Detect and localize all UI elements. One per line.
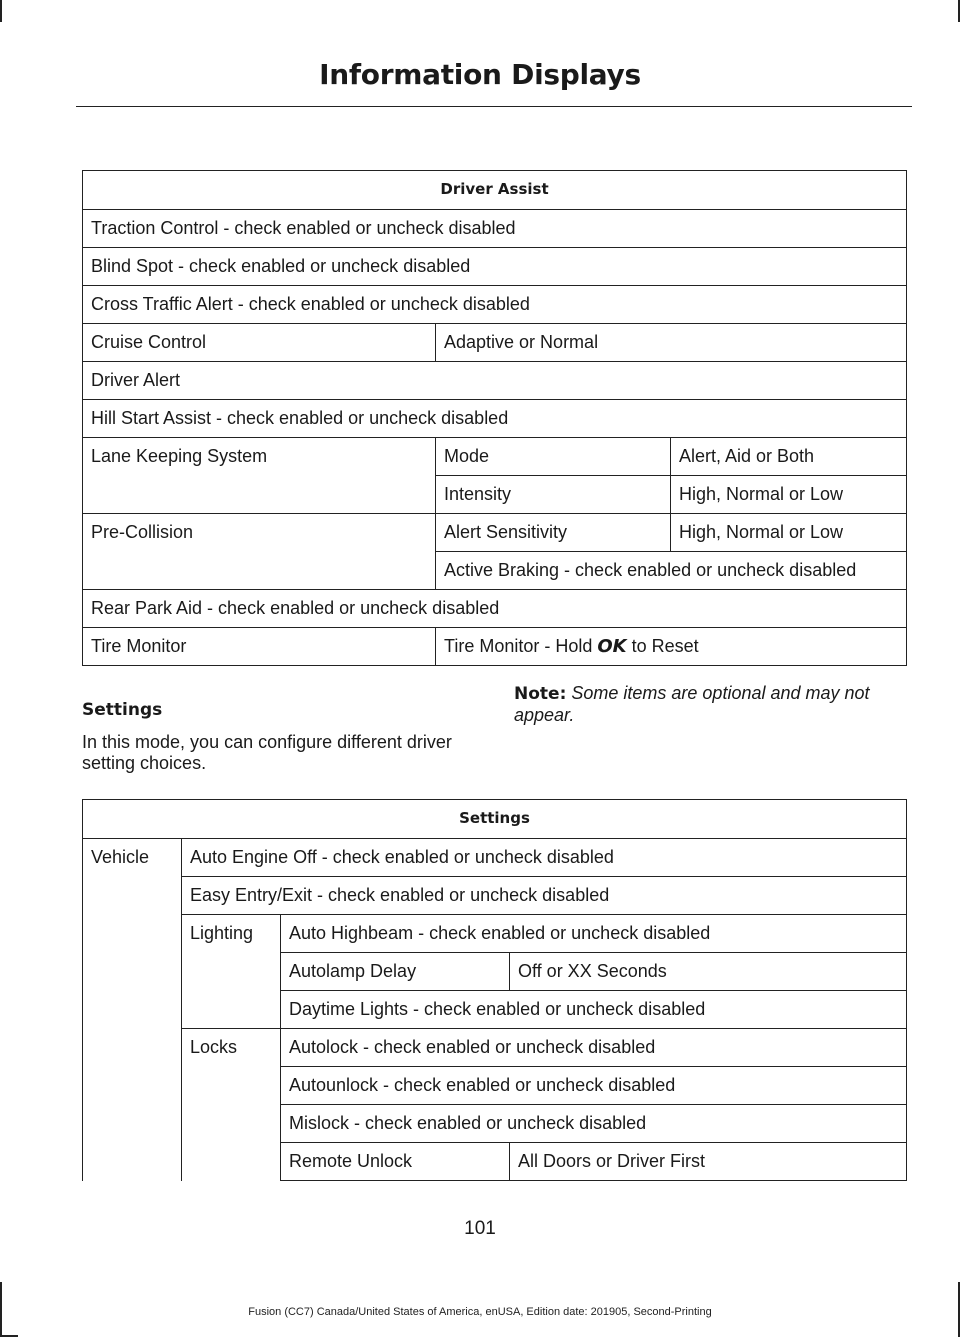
table-cell: Remote Unlock — [281, 1143, 510, 1181]
table-title: Driver Assist — [83, 171, 907, 210]
table-cell: Autounlock - check enabled or uncheck disabled — [281, 1067, 907, 1105]
edition-footer: Fusion (CC7) Canada/United States of America, enUSA, Edition date: 201905, Second-Printing — [248, 1306, 712, 1318]
table-cell: Cruise Control — [83, 324, 436, 362]
table-cell: Adaptive or Normal — [436, 324, 907, 362]
table-cell: Vehicle — [83, 839, 182, 1181]
crop-mark — [0, 0, 2, 22]
settings-intro — [82, 700, 482, 774]
settings-table — [82, 799, 907, 1181]
table-cell: High, Normal or Low — [671, 514, 907, 552]
table-cell — [436, 628, 907, 666]
driver-assist-table — [82, 170, 907, 666]
section-body: In this mode, you can configure different driver setting choices. — [82, 732, 452, 773]
table-row: Driver Alert — [83, 362, 907, 400]
table-cell: Active Braking - check enabled or uncheck disabled — [436, 552, 907, 590]
table-row: Rear Park Aid - check enabled or uncheck disabled — [83, 590, 907, 628]
table-cell: All Doors or Driver First — [510, 1143, 907, 1181]
note-label: Note: — [514, 684, 567, 704]
table-row: Hill Start Assist - check enabled or uncheck disabled — [83, 400, 907, 438]
page-number: 101 — [464, 1218, 496, 1239]
table-cell: Pre-Collision — [83, 514, 436, 590]
section-heading: Settings — [82, 700, 163, 720]
header-divider — [76, 106, 912, 107]
table-cell: Locks — [182, 1029, 281, 1181]
table-cell: Alert Sensitivity — [436, 514, 671, 552]
table-cell: Alert, Aid or Both — [671, 438, 907, 476]
table-title: Settings — [83, 800, 907, 839]
table-cell: Autolamp Delay — [281, 953, 510, 991]
table-row: Cross Traffic Alert - check enabled or uncheck disabled — [83, 286, 907, 324]
tire-monitor-text-end: to Reset — [626, 636, 699, 656]
table-row: Traction Control - check enabled or uncheck disabled — [83, 210, 907, 248]
table-cell: Auto Engine Off - check enabled or uncheck disabled — [182, 839, 907, 877]
ok-button-label: OK — [597, 636, 627, 657]
table-cell: High, Normal or Low — [671, 476, 907, 514]
table-cell: Lane Keeping System — [83, 438, 436, 514]
table-cell: Autolock - check enabled or uncheck disabled — [281, 1029, 907, 1067]
page-title: Information Displays — [319, 58, 641, 91]
table-cell: Mislock - check enabled or uncheck disabled — [281, 1105, 907, 1143]
table-cell: Off or XX Seconds — [510, 953, 907, 991]
table-cell: Daytime Lights - check enabled or uncheck disabled — [281, 991, 907, 1029]
tire-monitor-text: Tire Monitor - Hold — [444, 636, 598, 656]
table-row: Blind Spot - check enabled or uncheck disabled — [83, 248, 907, 286]
table-cell: Mode — [436, 438, 671, 476]
note — [514, 683, 906, 726]
table-cell: Easy Entry/Exit - check enabled or uncheck disabled — [182, 877, 907, 915]
note-text: Some items are optional and may not appear. — [514, 683, 870, 725]
table-cell: Auto Highbeam - check enabled or uncheck disabled — [281, 915, 907, 953]
table-cell: Intensity — [436, 476, 671, 514]
table-cell: Lighting — [182, 915, 281, 1029]
table-cell: Tire Monitor — [83, 628, 436, 666]
